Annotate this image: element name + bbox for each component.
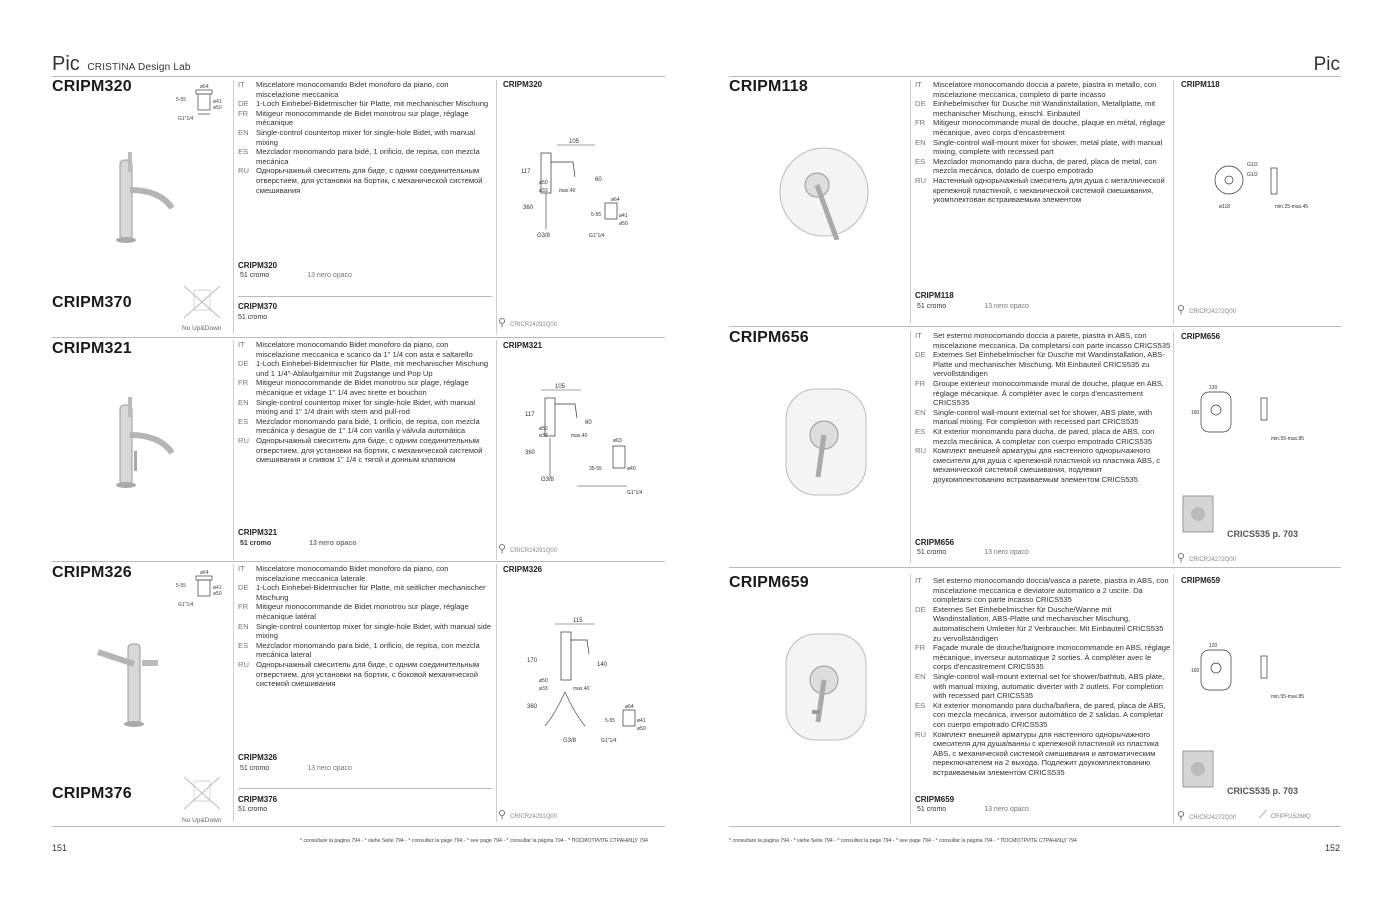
svg-text:5-55: 5-55 [605,718,616,724]
finish-code: CRIPM376 [238,795,278,804]
technical-drawing [515,614,655,746]
drawing-ref-2: ⟋ CRIPR15268Q [1259,809,1311,821]
drawing-code: CRIPM118 [1181,80,1220,89]
svg-text:min.55-max.85: min.55-max.85 [1271,694,1305,700]
shower-mixer-image [782,385,872,500]
svg-text:G1"1/4: G1"1/4 [601,738,617,744]
wrench-icon: ⚲ [498,317,507,329]
product-code: CRIPM326 [52,564,132,581]
faucet-image [100,395,180,490]
technical-drawing [515,137,640,242]
svg-text:ø33: ø33 [539,188,548,194]
finish-options: 51 cromo 13 nero opaco [917,549,1029,556]
shower-mixer-image [782,630,872,745]
drawing-ref: ⚲ CRICR24291Q00 [498,317,558,329]
svg-text:G1"1/4: G1"1/4 [178,602,194,608]
svg-text:ø50: ø50 [619,221,628,227]
column-divider [233,340,234,560]
finish-code: CRIPM659 [915,795,955,804]
svg-text:120: 120 [1209,643,1218,649]
no-updown-label: No Up&Down [182,817,222,824]
svg-text:115: 115 [573,618,583,624]
drain-drawing [176,82,228,124]
svg-text:35-55: 35-55 [589,466,602,472]
svg-text:160: 160 [1191,410,1200,416]
svg-text:max.40: max.40 [559,188,576,194]
svg-text:G1"1/4: G1"1/4 [627,490,643,496]
screwdriver-icon: ⟋ [1259,809,1267,821]
technical-drawing [1191,382,1311,444]
sub-rule [238,296,492,297]
brand-header: Pic [1313,54,1340,75]
page-number: 151 [52,843,68,853]
product-code: CRIPM656 [729,329,809,346]
finish-code: CRIPM326 [238,753,278,762]
svg-text:G3/8: G3/8 [537,233,551,239]
svg-text:min.55-max.85: min.55-max.85 [1271,436,1305,442]
section-rule [52,561,665,562]
faucet-image [90,630,180,730]
description-block: IT Miscelatore monocomando Bidet monoforo da piano, con miscelazione meccanica DE 1-Loch Einhebel-Bidetmischer für Platte, mit mechanischer Mischung FR Mitigeur monocommande de Bidet monotrou sur plage, réglage mécanique EN Single-control countertop mixer for single-hole Bidet, with manual mixing ES Mezclador monomando para bidé, 1 orificio, de repisa, con mezcla mecánica RU Однорычажный смеситель для биде, с одним соединительным отверстием, для установки на бортик, с механической системой смешивания [238,80,489,195]
svg-text:ø50: ø50 [213,591,222,597]
see-also-link[interactable]: CRICS535 p. 703 [1227,529,1299,539]
description-block: IT Miscelatore monocomando Bidet monoforo da piano, con miscelazione meccanica laterale DE 1-Loch Einhebel-Bidetmischer für Platte, mit seitlicher mechanischer Mischung FR Mitigeur monocommande de Bidet monotrou sur plage, réglage mécanique latéral EN Single-control countertop mixer for single-hole Bidet, with manual side mixing ES Mezclador monomando para bidé, 1 orificio, de repisa, con mezcla mecánica lateral RU Однорычажный смеситель для биде, с одним соединительным отверстием, для установки на бортик, с боковой механической системой смешивания [238,564,492,689]
svg-text:ø64: ø64 [200,570,209,576]
product-code: CRIPM320 [52,78,132,95]
footnote: * consultare la pagina 794 - * siehe Seite 794 - * consultez la page 794 - * see page 794 - * consultar la página 794 - * ПОСМОТРИТЕ СТРАНИЦУ 794 [729,838,1077,844]
svg-text:5-55: 5-55 [591,212,602,218]
finish-options: 51 cromo [238,314,268,321]
svg-text:117: 117 [521,169,531,175]
description-block: IT Set esterno monocomando doccia/vasca a parete, piastra in ABS, con miscelazione meccanica e deviatore automatico a 2 uscite. Da completarsi con parte incasso CRICS535 DE Externes Set Einhebelmischer für Dusche/Wanne mit Wandinstallation, ABS-Platte und mechanischer Mischung, automatischem Umleiter für 2 Verbraucher. Mit Einbauteil CRICS535 zu vervollständigen FR Façade murale de douche/baignoire monocommande en ABS, réglage mécanique, inverseur automatique 2 sorties. À compléter avec le corps d'encastrement CRICS535 EN Single-control wall-mount external set for shower/bathtub, ABS plate, with manual mixing, automatic diverter with 2 outlets. For completion with recessed part CRICS535 ES Kit exterior monomando para ducha/bañera, de pared, placa de ABS, con mezcla mecánica, inversor automático de 2 salidas. A completar con cuerpo empotrado CRICS535 RU Комплект внешней арматуры для настенного однорычажного смесителя для душа/ванны с крепежной пластиной из пластика ABS, с механической системой смешивания и автоматическим переключателем на 2 выхода. Подлежит доукомплектованию встраиваемым элементом CRICS535 [915,576,1171,777]
svg-text:ø33: ø33 [539,433,548,439]
svg-text:120: 120 [1209,385,1218,391]
header-rule [52,76,665,77]
footer-rule [729,826,1341,827]
drawing-code: CRIPM321 [503,341,543,350]
svg-text:max.40: max.40 [573,686,590,692]
svg-text:ø33: ø33 [539,686,548,692]
finish-options: 51 cromo 13 nero opaco [917,303,1029,310]
svg-text:ø50: ø50 [637,726,646,732]
page-number: 152 [1324,843,1340,853]
product-code: CRIPM321 [52,340,132,357]
svg-text:G1/2: G1/2 [1247,172,1258,178]
header-rule [729,76,1341,77]
shower-mixer-image [777,145,872,240]
svg-text:160: 160 [1191,668,1200,674]
svg-text:60: 60 [585,420,592,426]
column-divider [1173,574,1174,824]
technical-drawing [1211,158,1331,210]
svg-text:170: 170 [527,658,538,664]
column-divider [910,80,911,324]
right-page [697,0,1394,901]
drain-drawing [176,568,228,610]
finish-options: 51 cromo [238,806,268,813]
wrench-icon: ⚲ [498,543,507,555]
column-divider [1173,80,1174,324]
column-divider [233,80,234,334]
drawing-code: CRIPM326 [503,565,543,574]
product-code: CRIPM376 [52,785,132,802]
svg-text:ø41: ø41 [619,213,628,219]
svg-text:5-55: 5-55 [176,583,187,589]
finish-options: 51 cromo 13 nero opaco [240,540,357,547]
footnote: * consultare la pagina 794 - * siehe Seite 794 - * consultez la page 794 - * see page 794 - * consultar la página 794 - * ПОСМОТРИТЕ СТРАНИЦУ 794 [300,838,648,844]
product-code: CRIPM659 [729,574,809,591]
drawing-ref: ⚲ CRICR24272Q00 [1177,552,1237,564]
recessed-box-image [1179,490,1219,540]
footer-rule [52,826,665,827]
technical-drawing [515,382,655,500]
drawing-ref: ⚲ CRICR24272Q00 [1177,810,1237,822]
wrench-icon: ⚲ [1177,810,1186,822]
drawing-ref: ⚲ CRICR24291Q00 [498,543,558,555]
product-code: CRIPM118 [729,78,808,95]
svg-text:G3/8: G3/8 [563,738,577,744]
wrench-icon: ⚲ [1177,304,1186,316]
no-updown-label: No Up&Down [182,325,222,332]
description-block: IT Set esterno monocomando doccia a parete, piastra in ABS, con miscelazione meccanica. Da completarsi con parte incasso CRICS535 DE Externes Set Einhebelmischer für Dusche mit Wandinstallation, ABS-Platte und mechanischer Mischung. Mit Einbauteil CRICS535 zu vervollständigen FR Groupe extérieur monocommande mural de douche, plaque en ABS, réglage mécanique. À compléter avec le corps d'encastrement CRICS535 EN Single-control wall-mount external set for shower, ABS plate, with manual mixing. For completion with recessed part CRICS535 ES Kit exterior monomando para ducha, de pared, placa de ABS, con mezcla mecánica. A completar con cuerpo empotrado CRICS535 RU Комплект внешней арматуры для настенного однорычажного смесителя для душа с крепежной пластиной из пластика ABS, с механической системой смешивания, подлежит доукомплектованию встраиваемым элементом CRICS535 [915,331,1171,484]
brand-header: Pic CRISTINA Design Lab [52,53,191,75]
description-block: IT Miscelatore monocomando doccia a parete, piastra in metallo, con miscelazione meccanica, completo di parte incasso DE Einhebelmischer für Dusche mit Wandinstallation, Metallplatte, mit mechanischer Mischung, einschl. Einbauteil FR Mitigeur monocommande mural de douche, plaque en métal, réglage mécanique, avec corps d'encastrement EN Single-control wall-mount mixer for shower, metal plate, with manual mixing, complete with recessed part ES Mezclador monomando para ducha, de pared, placa de metal, con mezcla mecánica, dotado de cuerpo empotrado RU Настенный однорычажный смеситель для душа с металлической крепежной пластиной, с механической системой смешивания, укомплектован встраиваемым элементом [915,80,1166,205]
svg-text:360: 360 [527,704,538,710]
column-divider [233,564,234,822]
drawing-ref: ⚲ CRICR24272Q00 [1177,304,1237,316]
drawing-code: CRIPM659 [1181,576,1221,585]
section-rule [52,337,665,338]
finish-options: 51 cromo 13 nero opaco [240,272,352,279]
column-divider [1173,330,1174,564]
column-divider [910,574,911,824]
svg-text:ø40: ø40 [627,466,636,472]
crossed-drain-icon [180,284,224,322]
column-divider [496,80,497,334]
crossed-drain-icon [180,775,224,813]
faucet-image [100,150,180,245]
drawing-code: CRIPM320 [503,80,543,89]
svg-text:ø64: ø64 [625,704,634,710]
finish-code: CRIPM656 [915,538,955,547]
see-also-link[interactable]: CRICS535 p. 703 [1227,786,1299,796]
svg-text:5-55: 5-55 [176,97,187,103]
section-rule [729,567,1341,568]
finish-options: 51 cromo 13 nero opaco [240,765,352,772]
svg-text:105: 105 [555,384,566,390]
svg-text:ø63: ø63 [613,438,622,444]
svg-text:G1"1/4: G1"1/4 [178,116,194,122]
section-rule [729,326,1341,327]
technical-drawing [1191,640,1311,702]
column-divider [910,330,911,564]
svg-text:140: 140 [597,662,608,668]
svg-text:ø64: ø64 [200,84,209,90]
recessed-box-image [1179,745,1219,795]
svg-text:360: 360 [523,205,534,211]
svg-text:G1/2: G1/2 [1247,162,1258,168]
sub-rule [238,788,492,789]
svg-text:ø41: ø41 [213,99,222,105]
description-block: IT Miscelatore monocomando Bidet monoforo da piano, con miscelazione meccanica e scarico da 1" 1/4 con asta e saltarello DE 1-Loch Einhebel-Bidetmischer für Platte, mit mechanischer Mischung und 1 1/4"-Ablaufgarnitur mit Zugstange und Pop Up FR Mitigeur monocommande de Bidet monotrou sur plage, réglage mécanique et vidage 1" 1/4 avec tirette et bouchon EN Single-control countertop mixer for single-hole Bidet, with manual mixing and 1" 1/4 drain with stem and pull-rod ES Mezclador monomando para bidé, 1 orificio, de repisa, con mezcla mecánica y desagüe de 1" 1/4 con varilla y válvula automática RU Однорычажный смеситель для биде, с одним соединительным отверстием, для установки на бортик, с механической системой смешивания и сливом 1" 1/4 с тягой и донным клапаном [238,340,489,465]
svg-text:360: 360 [525,450,536,456]
svg-text:ø64: ø64 [611,197,620,203]
drawing-ref: ⚲ CRICR24291Q00 [498,809,558,821]
column-divider [496,340,497,560]
svg-text:117: 117 [525,412,535,418]
svg-text:ø41: ø41 [213,585,222,591]
svg-text:max.40: max.40 [571,433,588,439]
finish-code: CRIPM321 [238,528,278,537]
svg-text:min.25-max.45: min.25-max.45 [1275,204,1309,210]
svg-text:ø118: ø118 [1219,204,1231,210]
svg-text:105: 105 [569,139,580,145]
wrench-icon: ⚲ [1177,552,1186,564]
finish-options: 51 cromo 13 nero opaco [917,806,1029,813]
svg-text:ø41: ø41 [637,718,646,724]
finish-code: CRIPM118 [915,291,954,300]
svg-text:ø50: ø50 [213,105,222,111]
svg-text:ø50: ø50 [539,180,548,186]
svg-text:G1"1/4: G1"1/4 [589,233,605,239]
svg-text:ø50: ø50 [539,678,548,684]
drawing-code: CRIPM656 [1181,332,1221,341]
finish-code: CRIPM370 [238,302,278,311]
svg-text:60: 60 [595,177,602,183]
wrench-icon: ⚲ [498,809,507,821]
finish-code: CRIPM320 [238,261,278,270]
column-divider [496,564,497,822]
svg-text:G3/8: G3/8 [541,477,555,483]
svg-text:ø50: ø50 [539,426,548,432]
product-code: CRIPM370 [52,294,132,311]
